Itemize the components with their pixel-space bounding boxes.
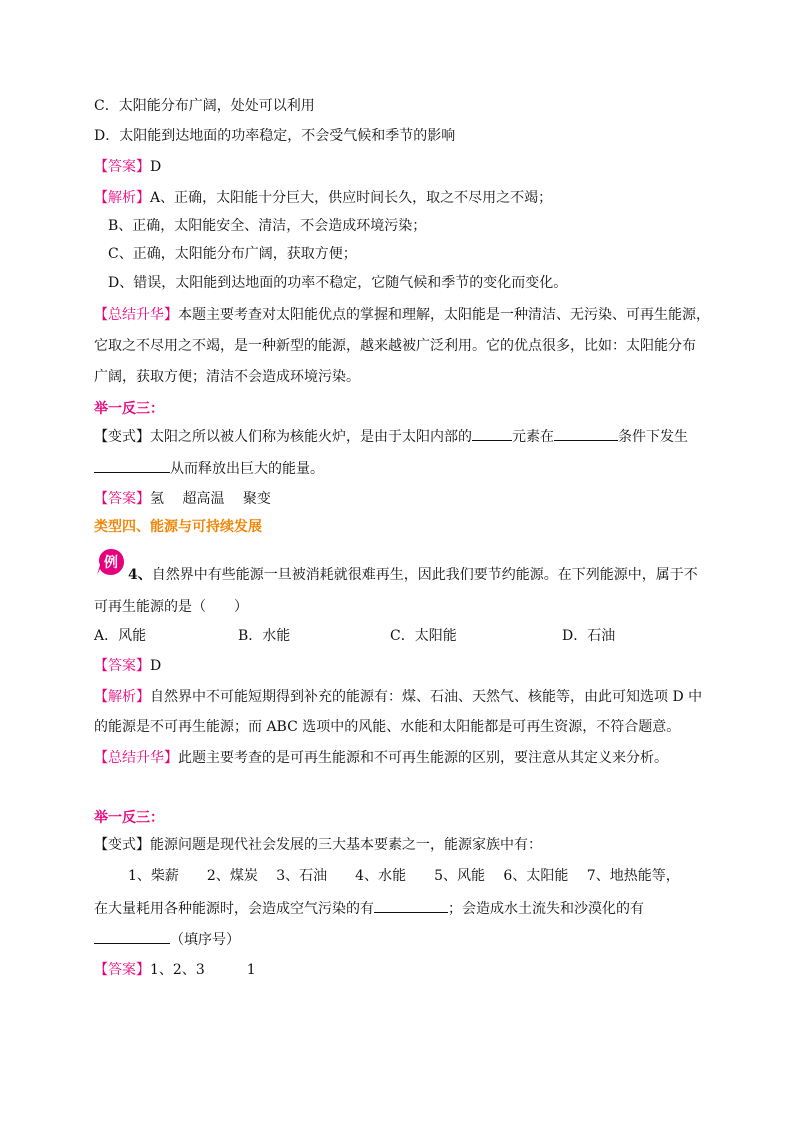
analysis-row bbox=[94, 687, 702, 707]
answer-row bbox=[94, 489, 271, 509]
fill-blank[interactable] bbox=[94, 458, 170, 473]
analysis-b: B、正确，太阳能安全、清洁，不会造成环境污染； bbox=[108, 218, 427, 234]
analysis-text-2: 的能源是不可再生能源；而 ABC 选项中的风能、水能和太阳能都是可再生资源，不符合题意。 bbox=[94, 719, 681, 735]
answer-row bbox=[94, 656, 161, 676]
answer-tag: 【答案】 bbox=[94, 159, 150, 175]
variant-row bbox=[94, 835, 542, 855]
summary-tag: 【总结升华】 bbox=[94, 307, 178, 323]
practice-heading: 举一反三： bbox=[94, 401, 164, 417]
variant-text: （填序号） bbox=[170, 932, 240, 948]
analysis-c: C、正确，太阳能分布广阔，获取方便； bbox=[108, 246, 357, 262]
option-c: C．太阳能 bbox=[390, 628, 457, 644]
answer-tag: 【答案】 bbox=[94, 962, 150, 978]
variant-row bbox=[94, 426, 688, 447]
analysis-row bbox=[94, 188, 552, 208]
question-stem-2: 可再生能源的是（ ） bbox=[94, 599, 248, 615]
summary-row bbox=[94, 305, 710, 325]
variant-text: 从而释放出巨大的能量。 bbox=[170, 461, 324, 477]
question-number: 4、 bbox=[128, 567, 152, 583]
answer-tag: 【答案】 bbox=[94, 658, 150, 674]
variant-text: 条件下发生 bbox=[618, 429, 688, 445]
summary-text: 此题主要考查的是可再生能源和不可再生能源的区别，要注意从其定义来分析。 bbox=[178, 750, 668, 766]
option-a: A．风能 bbox=[94, 628, 147, 644]
summary-row bbox=[94, 748, 668, 768]
variant-text: ；会造成水土流失和沙漠化的有 bbox=[448, 901, 644, 917]
option-d: D．石油 bbox=[562, 628, 616, 644]
variant-text: 太阳之所以被人们称为核能火炉，是由于太阳内部的 bbox=[150, 429, 472, 445]
variant-row bbox=[94, 898, 644, 919]
answer-value: 1、2、3 1 bbox=[150, 962, 256, 978]
energy-list: 1、柴薪 2、煤炭 3、石油 4、水能 5、风能 6、太阳能 7、地热能等， bbox=[128, 868, 680, 884]
practice-heading: 举一反三： bbox=[94, 810, 164, 826]
fill-blank[interactable] bbox=[472, 426, 512, 441]
summary-tag: 【总结升华】 bbox=[94, 750, 178, 766]
answer-value: D bbox=[150, 658, 162, 674]
analysis-d: D、错误，太阳能到达地面的功率不稳定，它随气候和季节的变化而变化。 bbox=[108, 275, 568, 291]
analysis-a: A、正确，太阳能十分巨大，供应时间长久，取之不尽用之不竭； bbox=[150, 190, 553, 206]
option-c: C．太阳能分布广阔，处处可以利用 bbox=[94, 98, 315, 114]
variant-tag: 【变式】 bbox=[94, 429, 150, 445]
summary-text-1: 本题主要考查对太阳能优点的掌握和理解，太阳能是一种清洁、无污染、可再生能源， bbox=[178, 307, 710, 323]
option-b: B．水能 bbox=[238, 628, 291, 644]
variant-row bbox=[94, 929, 240, 950]
variant-tag: 【变式】 bbox=[94, 837, 150, 853]
answer-value: D bbox=[150, 159, 162, 175]
answer-value: 氢 超高温 聚变 bbox=[150, 491, 271, 507]
summary-text-3: 广阔，获取方便；清洁不会造成环境污染。 bbox=[94, 369, 360, 385]
analysis-tag: 【解析】 bbox=[94, 190, 150, 206]
variant-row bbox=[94, 458, 324, 479]
answer-row bbox=[94, 960, 256, 980]
analysis-text-1: 自然界中不可能短期得到补充的能源有：煤、石油、天然气、核能等，由此可知选项 D 中 bbox=[150, 689, 703, 705]
fill-blank[interactable] bbox=[554, 426, 618, 441]
option-d: D．太阳能到达地面的功率稳定，不会受气候和季节的影响 bbox=[94, 128, 456, 144]
fill-blank[interactable] bbox=[94, 929, 170, 944]
answer-tag: 【答案】 bbox=[94, 491, 150, 507]
example-badge-icon bbox=[96, 547, 126, 577]
answer-row bbox=[94, 157, 161, 177]
section-title: 类型四、能源与可持续发展 bbox=[94, 519, 262, 535]
question-stem bbox=[128, 565, 698, 585]
variant-text: 在大量耗用各种能源时，会造成空气污染的有 bbox=[94, 901, 374, 917]
example-badge-label: 例 bbox=[104, 555, 118, 571]
analysis-tag: 【解析】 bbox=[94, 689, 150, 705]
question-stem-1: 自然界中有些能源一旦被消耗就很难再生，因此我们要节约能源。在下列能源中，属于不 bbox=[151, 567, 698, 583]
fill-blank[interactable] bbox=[374, 898, 448, 913]
variant-text: 元素在 bbox=[512, 429, 554, 445]
variant-text: 能源问题是现代社会发展的三大基本要素之一，能源家族中有： bbox=[150, 837, 542, 853]
summary-text-2: 它取之不尽用之不竭，是一种新型的能源，越来越被广泛利用。它的优点很多，比如：太阳能分布 bbox=[94, 338, 696, 354]
